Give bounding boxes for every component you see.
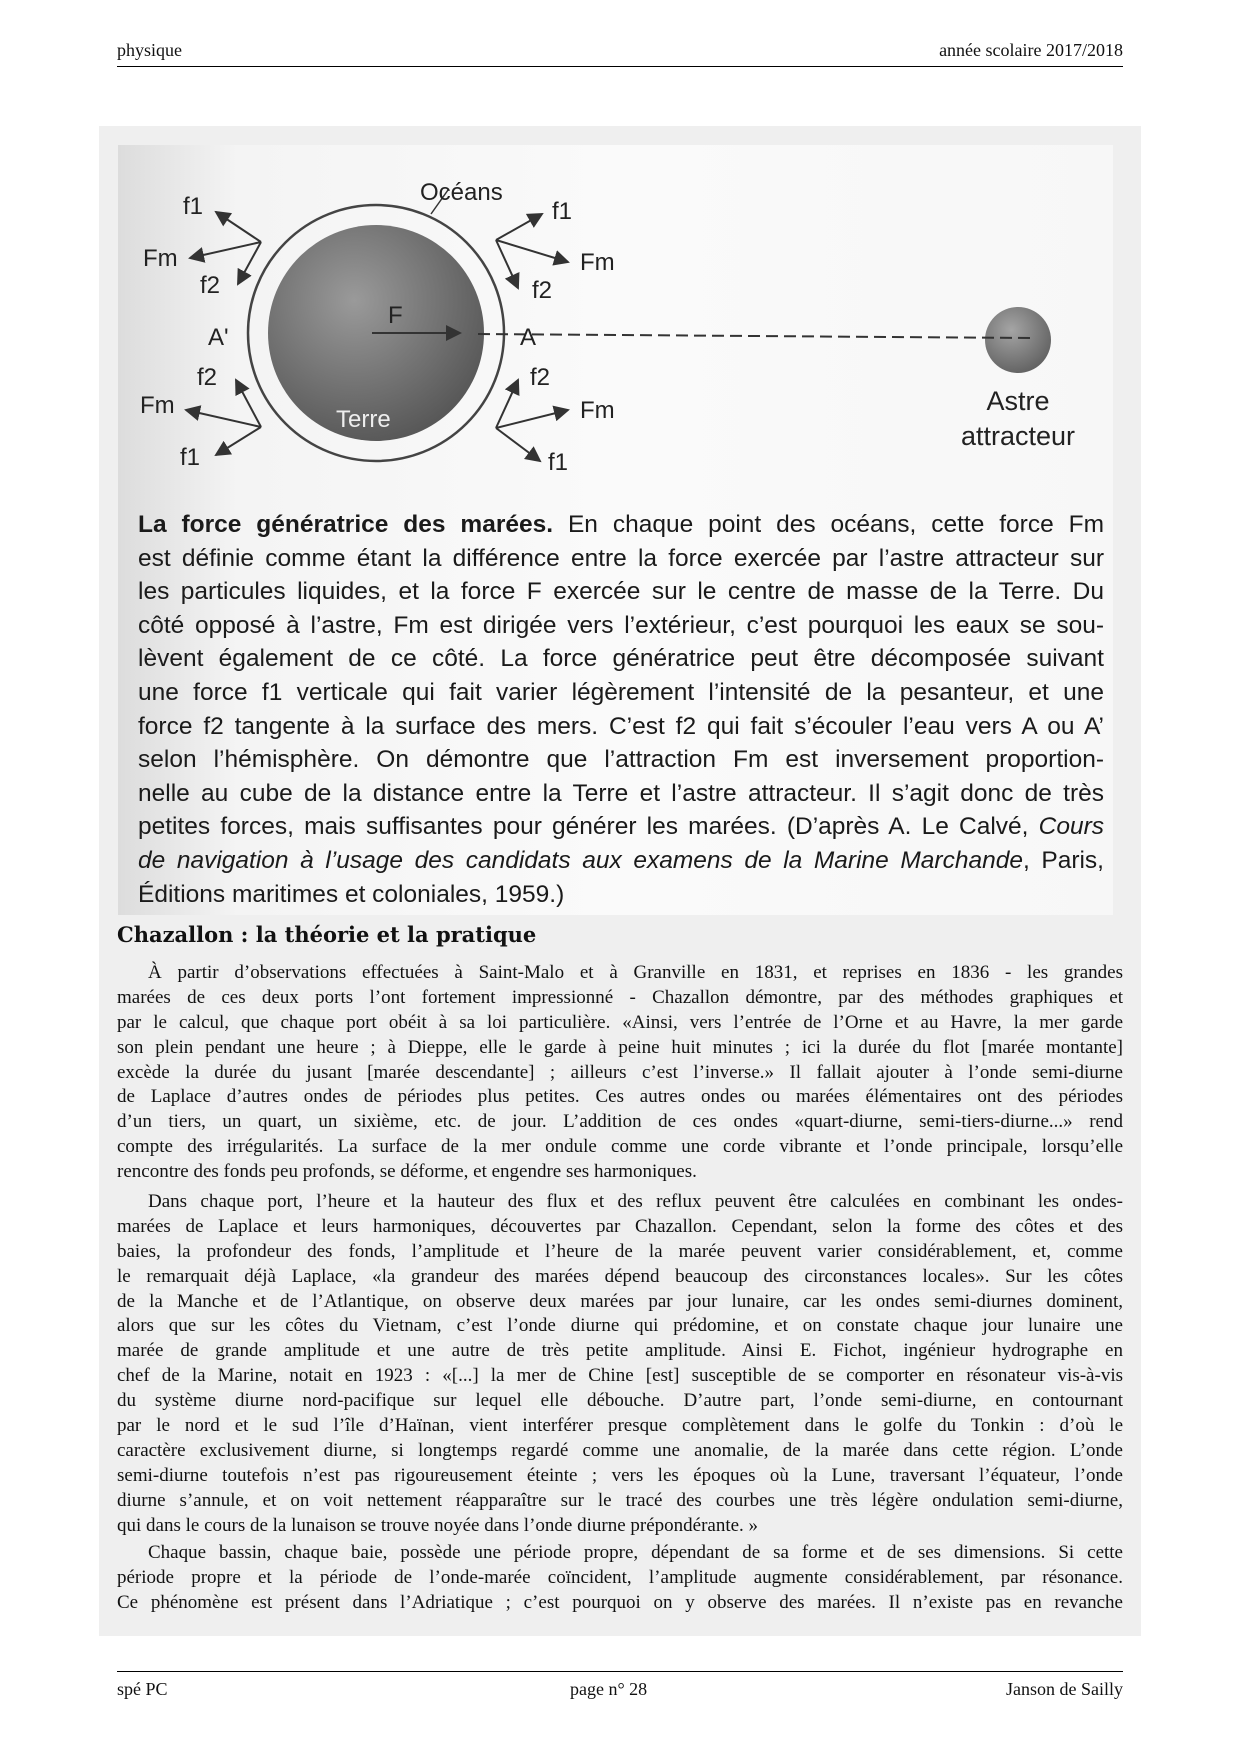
label-Fm: Fm <box>580 397 615 424</box>
label-f1: f1 <box>552 198 573 225</box>
text-line: alors que sur les côtes du Vietnam, c’est l’onde diurne qui prédomine, et on constate chaque jour lunaire une <box>117 1315 1123 1337</box>
label-f2: f2 <box>200 272 221 299</box>
header-rule <box>117 66 1123 67</box>
section-title: Chazallon : la théorie et la pratique <box>117 922 537 947</box>
axis-dashed-line <box>478 334 1030 338</box>
label-Fm: Fm <box>143 245 178 272</box>
text-line: le remarquait déjà Laplace, «la grandeur des marées dépend beaucoup des circonstances locales». Sur les côtes <box>117 1265 1123 1287</box>
caption-line <box>138 609 1104 643</box>
caption-text: côté opposé à l’astre, Fm est dirigée vers l’extérieur, c’est pourquoi les eaux se sou- <box>138 611 1104 639</box>
caption-line <box>138 743 1104 777</box>
text-line: excède la durée du jusant [marée descendante] ; ailleurs c’est l’inverse.» Il fallait ajouter à l’onde semi-diurne <box>117 1061 1123 1083</box>
figure-caption <box>138 508 1104 911</box>
text-line: du système diurne nord-pacifique sur lequel elle débouche. D’autre part, l’onde semi-diurne, en contournant <box>117 1390 1123 1412</box>
text-line: À partir d’observations effectuées à Saint-Malo et à Granville en 1831, et reprises en 1836 - les grandes <box>148 962 1123 983</box>
caption-line <box>138 810 1104 844</box>
text-line: qui dans le cours de la lunaison se trouve noyée dans l’onde diurne prépondérante. » <box>117 1514 759 1536</box>
caption-line <box>138 542 1104 576</box>
text-line: marées de ces deux ports l’ont fortement impressionné - Chazallon démontre, par des méthodes graphiques et <box>117 986 1123 1008</box>
text-line: période propre et la période de l’onde-marée coïncident, l’amplitude augmente considérablement, par résonance. <box>117 1566 1123 1588</box>
caption-citation: de navigation à l’usage des candidats aux examens de la Marine Marchande <box>138 846 1023 874</box>
caption-text: selon l’hémisphère. On démontre que l’attraction Fm est inversement proportion- <box>138 746 1104 774</box>
caption-line <box>138 878 1104 912</box>
header-subject: physique <box>117 40 182 60</box>
caption-line <box>138 844 1104 878</box>
text-line: compte des irrégularités. La surface de la mer ondule comme une corde vibrante et l’onde principale, lorsqu’elle <box>117 1136 1123 1158</box>
caption-line <box>138 508 1104 542</box>
caption-text: En chaque point des océans, cette force Fm <box>553 511 1104 538</box>
label-f2: f2 <box>530 364 551 391</box>
label-f1: f1 <box>183 193 204 220</box>
caption-line <box>138 575 1104 609</box>
caption-text: nelle au cube de la distance entre la Terre et l’astre attracteur. Il s’agit donc de très <box>138 779 1104 807</box>
caption-text: , Paris, <box>1022 846 1104 874</box>
text-line: Chaque bassin, chaque baie, possède une période propre, dépendant de sa forme et de ses dimensions. Si cette <box>148 1542 1123 1563</box>
footer-rule <box>117 1671 1123 1672</box>
label-attracteur: attracteur <box>960 421 1076 451</box>
footer-school: Janson de Sailly <box>1006 1679 1123 1699</box>
caption-line <box>138 676 1104 710</box>
caption-line <box>138 777 1104 811</box>
text-line: par le calcul, que chaque port obéit à sa loi particulière. «Ainsi, vers l’entrée de l’Orne et au Havre, la mer garde <box>117 1011 1123 1033</box>
label-oceans: Océans <box>420 179 503 206</box>
text-line: chef de la Marine, notait en 1923 : «[...] la mer de Chine [est] susceptible de se comporter en résonateur vis-à-vis <box>117 1365 1123 1387</box>
label-terre: Terre <box>336 406 391 433</box>
label-A: A <box>520 324 537 351</box>
text-line: diurne s’annule, et on voit nettement réapparaître sur le tracé des courbes une très légère ondulation semi-diurne, <box>117 1489 1123 1511</box>
caption-title: La force génératrice des marées. <box>138 511 554 538</box>
header-school-year: année scolaire 2017/2018 <box>939 40 1123 60</box>
caption-text: force f2 tangente à la surface des mers. C’est f2 qui fait s’écouler l’eau vers A ou A’ <box>138 712 1104 740</box>
text-line: marées de Laplace et leurs harmoniques, découvertes par Chazallon. Cependant, selon la forme des côtes et des <box>117 1215 1123 1237</box>
text-line: caractère exclusivement diurne, si longtemps regardé comme une anomalie, de la marée dans cette région. L’onde <box>117 1439 1123 1461</box>
caption-text: lèvent également de ce côté. La force génératrice peut être décomposée suivant <box>138 645 1104 673</box>
text-line: de la Manche et de l’Atlantique, on observe deux marées par jour lunaire, car les ondes semi-diurnes dominent, <box>117 1290 1123 1312</box>
caption-citation: Cours <box>1038 813 1104 841</box>
label-Fm: Fm <box>580 249 615 276</box>
caption-text: les particules liquides, et la force F exercée sur le centre de masse de la Terre. Du <box>138 578 1104 606</box>
text-line: par le nord et le sud l’île d’Haïnan, vient interférer presque complètement dans le golfe du Tonkin : d’où le <box>117 1415 1123 1437</box>
paragraph <box>117 961 1123 1185</box>
text-line: semi-diurne toutefois n’est pas rigoureusement éteinte ; vers les époques où la Lune, traversant l’équateur, l’onde <box>117 1464 1123 1486</box>
caption-line <box>138 710 1104 744</box>
paragraph <box>117 1190 1123 1538</box>
label-F: F <box>388 302 403 329</box>
caption-line <box>138 642 1104 676</box>
caption-text: une force f1 verticale qui fait varier légèrement l’intensité de la pesanteur, et une <box>138 678 1104 706</box>
attracting-body <box>985 307 1051 373</box>
text-line: son plein pendant une heure ; à Dieppe, elle le garde à peine huit minutes ; ici la durée du flot [marée montante] <box>117 1036 1123 1058</box>
text-line: Ce phénomène est présent dans l’Adriatique ; c’est pourquoi on y observe des marées. Il n’existe pas en revanche <box>117 1591 1123 1613</box>
label-Fm: Fm <box>140 392 175 419</box>
footer-class: spé PC <box>117 1679 168 1699</box>
label-f2: f2 <box>532 277 553 304</box>
label-astre: Astre <box>986 386 1050 416</box>
text-line: rencontre des fonds peu profonds, se déforme, et engendre ses harmoniques. <box>117 1161 697 1183</box>
label-f1: f1 <box>548 449 569 476</box>
caption-text: petites forces, mais suffisantes pour générer les marées. (D’après A. Le Calvé, <box>138 813 1039 841</box>
paragraph <box>117 1541 1123 1616</box>
label-A-prime: A' <box>208 324 229 351</box>
text-line: d’un tiers, un quart, un sixième, etc. de jour. L’addition de ces ondes «quart-diurne, semi-tiers-diurne...» rend <box>117 1111 1123 1133</box>
text-line: baies, la profondeur des fonds, l’amplitude et l’heure de la marée peuvent varier considérablement, et, comme <box>117 1240 1123 1262</box>
caption-text: Éditions maritimes et coloniales, 1959.) <box>138 880 565 908</box>
label-f2: f2 <box>197 364 218 391</box>
label-f1: f1 <box>180 444 201 471</box>
text-line: Dans chaque port, l’heure et la hauteur des flux et des reflux peuvent être calculées en combinant les ondes- <box>148 1191 1123 1212</box>
text-line: de Laplace d’autres ondes de périodes plus petites. Ces autres ondes ou marées élémentaires ont des périodes <box>117 1086 1123 1108</box>
text-line: marée de grande amplitude et une autre de très petite amplitude. Ainsi E. Fichot, ingénieur hydrographe en <box>117 1340 1123 1362</box>
scanned-figure <box>118 145 1113 915</box>
page-number: page n° 28 <box>570 1679 648 1699</box>
caption-text: est définie comme étant la différence entre la force exercée par l’astre attracteur sur <box>138 544 1104 572</box>
